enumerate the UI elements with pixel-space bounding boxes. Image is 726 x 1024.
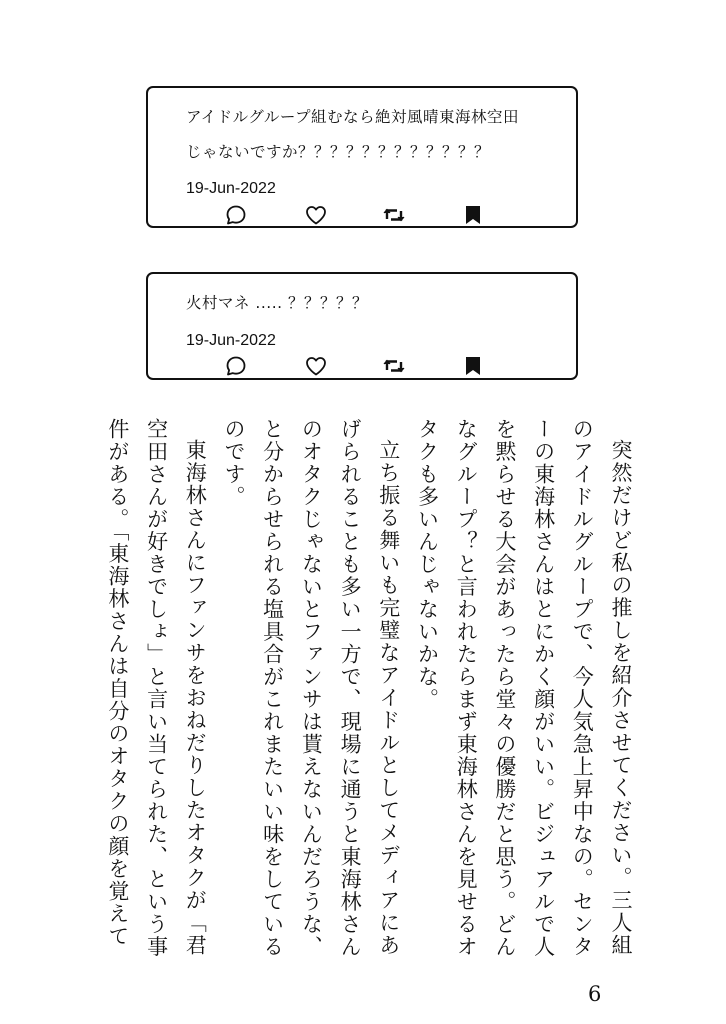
like-icon[interactable] bbox=[304, 203, 328, 227]
tweet-date: 19-Jun-2022 bbox=[186, 180, 276, 197]
reply-icon[interactable] bbox=[224, 203, 248, 227]
bookmark-icon[interactable] bbox=[461, 354, 485, 378]
body-paragraph: 突然だけど私の推しを紹介させてください。三人組のアイドルグループで、今人気急上昇中なの。センターの東海林さんはとにかく顔がいい。ビジュアルで人を黙らせる大会があったら堂々の優勝だと思う。どんなグループ？と言われたらまず東海林さんを見せるオタクも多いんじゃないかな。 bbox=[415, 418, 633, 958]
page-number: 6 bbox=[588, 982, 602, 1006]
like-icon[interactable] bbox=[304, 354, 328, 378]
tweet-actions bbox=[148, 203, 576, 227]
body-paragraph: 立ち振る舞いも完璧なアイドルとしてメディアにあげられることも多い一方で、現場に通うと東海林さんのオタクじゃないとファンサは貰えないんだろうな、と分からせられる塩具合がこれまたいい味をしているのです。 bbox=[221, 418, 401, 958]
vertical-body-text bbox=[98, 418, 640, 958]
tweet-card bbox=[146, 272, 578, 380]
bookmark-icon[interactable] bbox=[461, 203, 485, 227]
retweet-icon[interactable] bbox=[382, 354, 406, 378]
retweet-icon[interactable] bbox=[382, 203, 406, 227]
tweet-card bbox=[146, 86, 578, 228]
tweet-actions bbox=[148, 354, 576, 378]
body-paragraph: 東海林さんにファンサをおねだりしたオタクが「君空田さんが好きでしょ」と言い当てられた、という事件がある。「東海林さんは自分のオタクの顔を覚えて bbox=[105, 418, 208, 958]
tweet-date: 19-Jun-2022 bbox=[186, 332, 276, 349]
tweet-text: アイドルグループ組むなら絶対風晴東海林空田 じゃないですか？？？？？？？？？？？？ bbox=[186, 108, 520, 161]
tweet-text: 火村マネ ..... ？？？？？ bbox=[186, 294, 368, 312]
reply-icon[interactable] bbox=[224, 354, 248, 378]
